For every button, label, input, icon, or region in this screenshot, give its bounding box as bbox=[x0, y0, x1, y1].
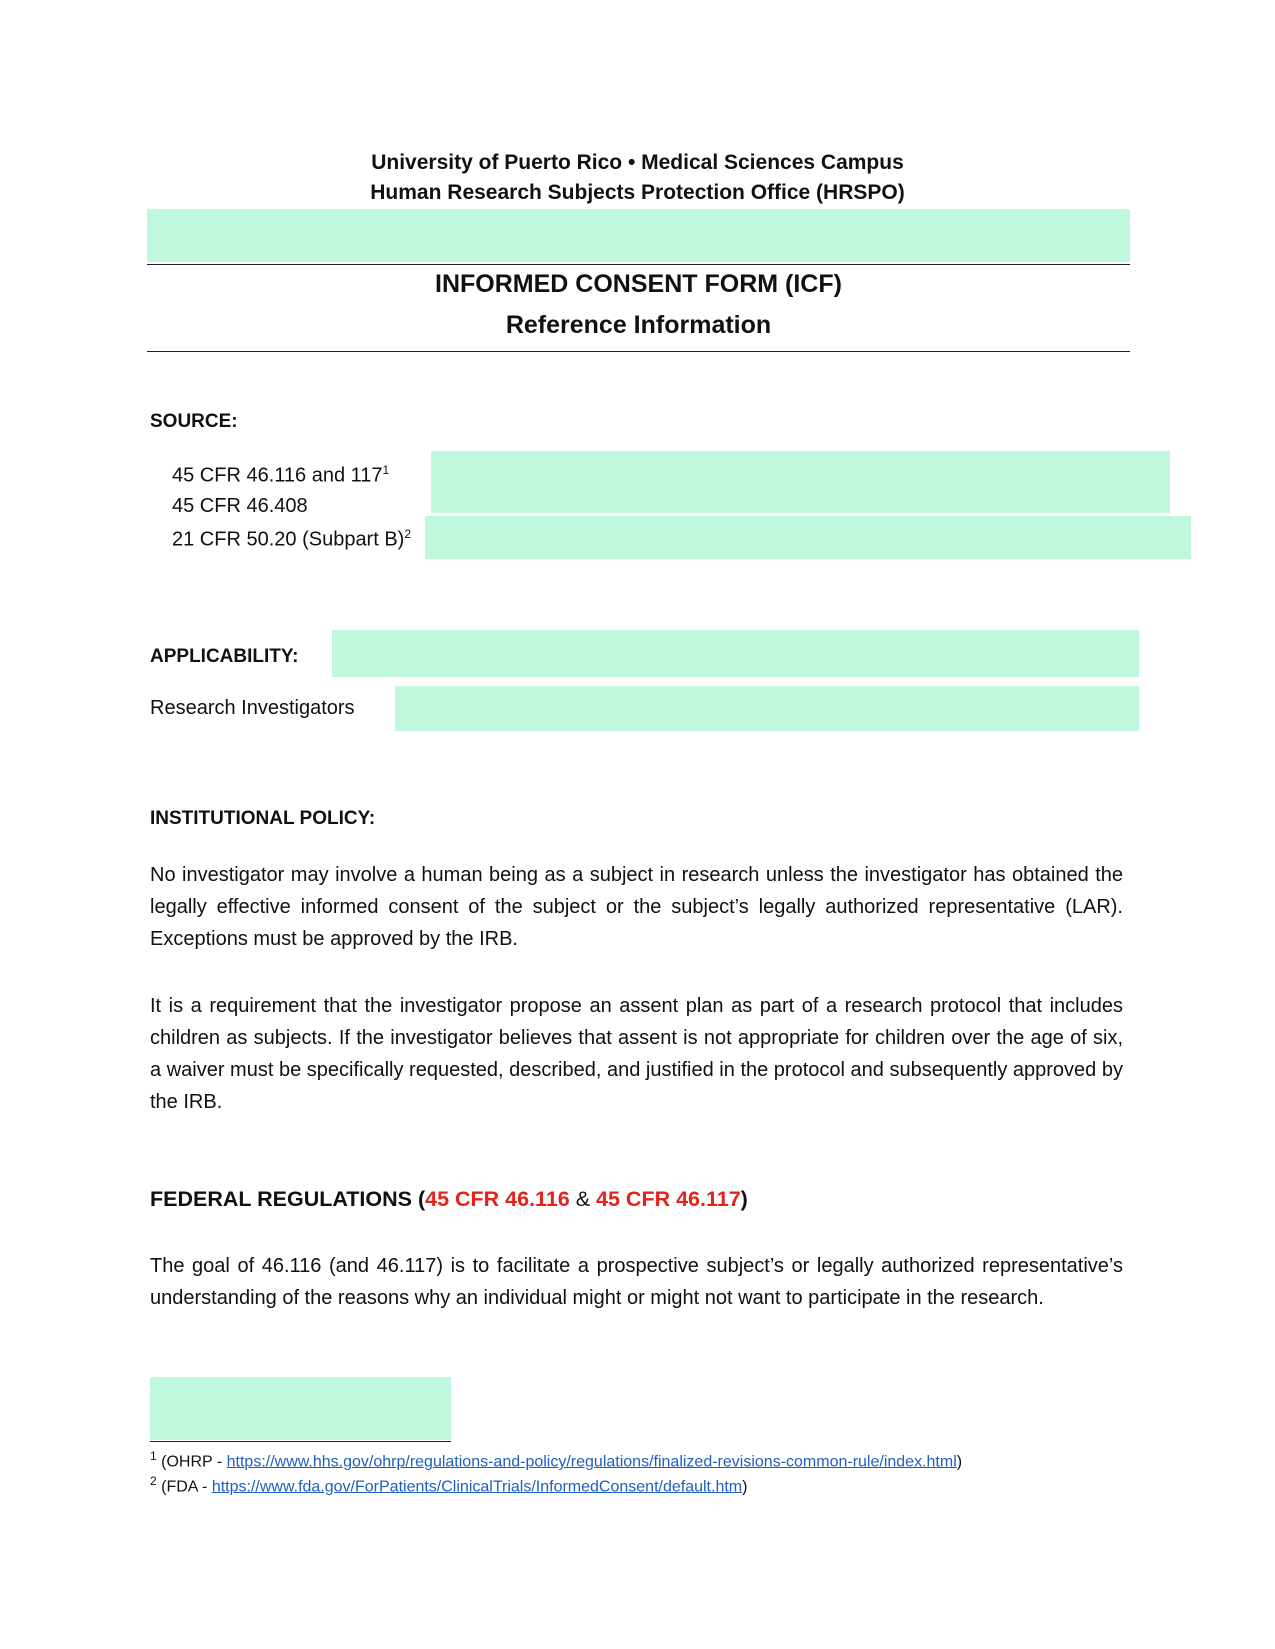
footnote-marker-1: 1 bbox=[382, 463, 390, 477]
applicability-label: APPLICABILITY: bbox=[150, 646, 299, 667]
federal-ref-link-1: 45 CFR 46.116 bbox=[425, 1187, 570, 1211]
footnote-link-ohrp[interactable]: https://www.hhs.gov/ohrp/regulations-and-policy/regulations/finalized-revisions-common-rule/index.html bbox=[226, 1453, 957, 1471]
policy-label: INSTITUTIONAL POLICY: bbox=[150, 808, 376, 829]
source-ref-2: 45 CFR 46.408 bbox=[172, 495, 308, 517]
institution-name: University of Puerto Rico • Medical Sciences Campus bbox=[371, 151, 904, 174]
office-name: Human Research Subjects Protection Office (HRSPO) bbox=[370, 181, 905, 204]
title-bottom-rule bbox=[147, 351, 1130, 352]
source-ref-3: 21 CFR 50.20 (Subpart B)$^2$ bbox=[172, 527, 412, 551]
footnote-1: $^1$ (OHRP - https://www.hhs.gov/ohrp/regulations-and-policy/regulations/finalized-revisions-common-rule/index.html) bbox=[150, 1449, 963, 1471]
highlight-block-applicability-label bbox=[332, 630, 1139, 677]
federal-ref-link-2: 45 CFR 46.117 bbox=[596, 1187, 741, 1211]
form-title: INFORMED CONSENT FORM (ICF) bbox=[435, 270, 842, 298]
highlight-block-applicability-value bbox=[395, 686, 1139, 731]
source-label: SOURCE: bbox=[150, 411, 238, 432]
highlight-block-source-2 bbox=[425, 516, 1191, 559]
applicability-value: Research Investigators bbox=[150, 697, 355, 719]
footnote-separator bbox=[150, 1441, 451, 1442]
source-ref-1: 45 CFR 46.116 and $117^1$ bbox=[172, 463, 390, 487]
form-subtitle: Reference Information bbox=[505, 311, 772, 339]
title-top-rule bbox=[147, 264, 1130, 265]
highlight-block-source-1 bbox=[431, 451, 1170, 513]
highlight-block-header bbox=[147, 209, 1130, 262]
footnote-marker-2: 2 bbox=[404, 527, 412, 541]
highlight-block-footnote bbox=[150, 1377, 451, 1440]
federal-paragraph: The goal of 46.116 (and 46.117) is to facilitate a prospective subject’s or legally authorized representative’s understanding of the reasons why an individual might or might not want to participate in the research. bbox=[150, 1255, 1123, 1309]
policy-paragraph-2: It is a requirement that the investigator propose an assent plan as part of a research protocol that includes children as subjects. If the investigator believes that assent is not appropriate for children over the age of six, a waiver must be specifically requested, described, and justified in the protocol and subsequently approved by the IRB. bbox=[150, 995, 1123, 1113]
federal-regulations-heading: FEDERAL REGULATIONS (45 CFR 46.116 & 45 CFR 46.117) bbox=[150, 1187, 748, 1211]
policy-paragraph-1: No investigator may involve a human being as a subject in research unless the investigator has obtained the legally effective informed consent of the subject or the subject’s legally authorized representative (LAR). Exceptions must be approved by the IRB. bbox=[150, 864, 1123, 950]
footnote-2: $^2$ (FDA - https://www.fda.gov/ForPatients/ClinicalTrials/InformedConsent/default.htm) bbox=[150, 1474, 748, 1496]
footnote-link-fda[interactable]: https://www.fda.gov/ForPatients/ClinicalTrials/InformedConsent/default.htm bbox=[211, 1478, 743, 1496]
